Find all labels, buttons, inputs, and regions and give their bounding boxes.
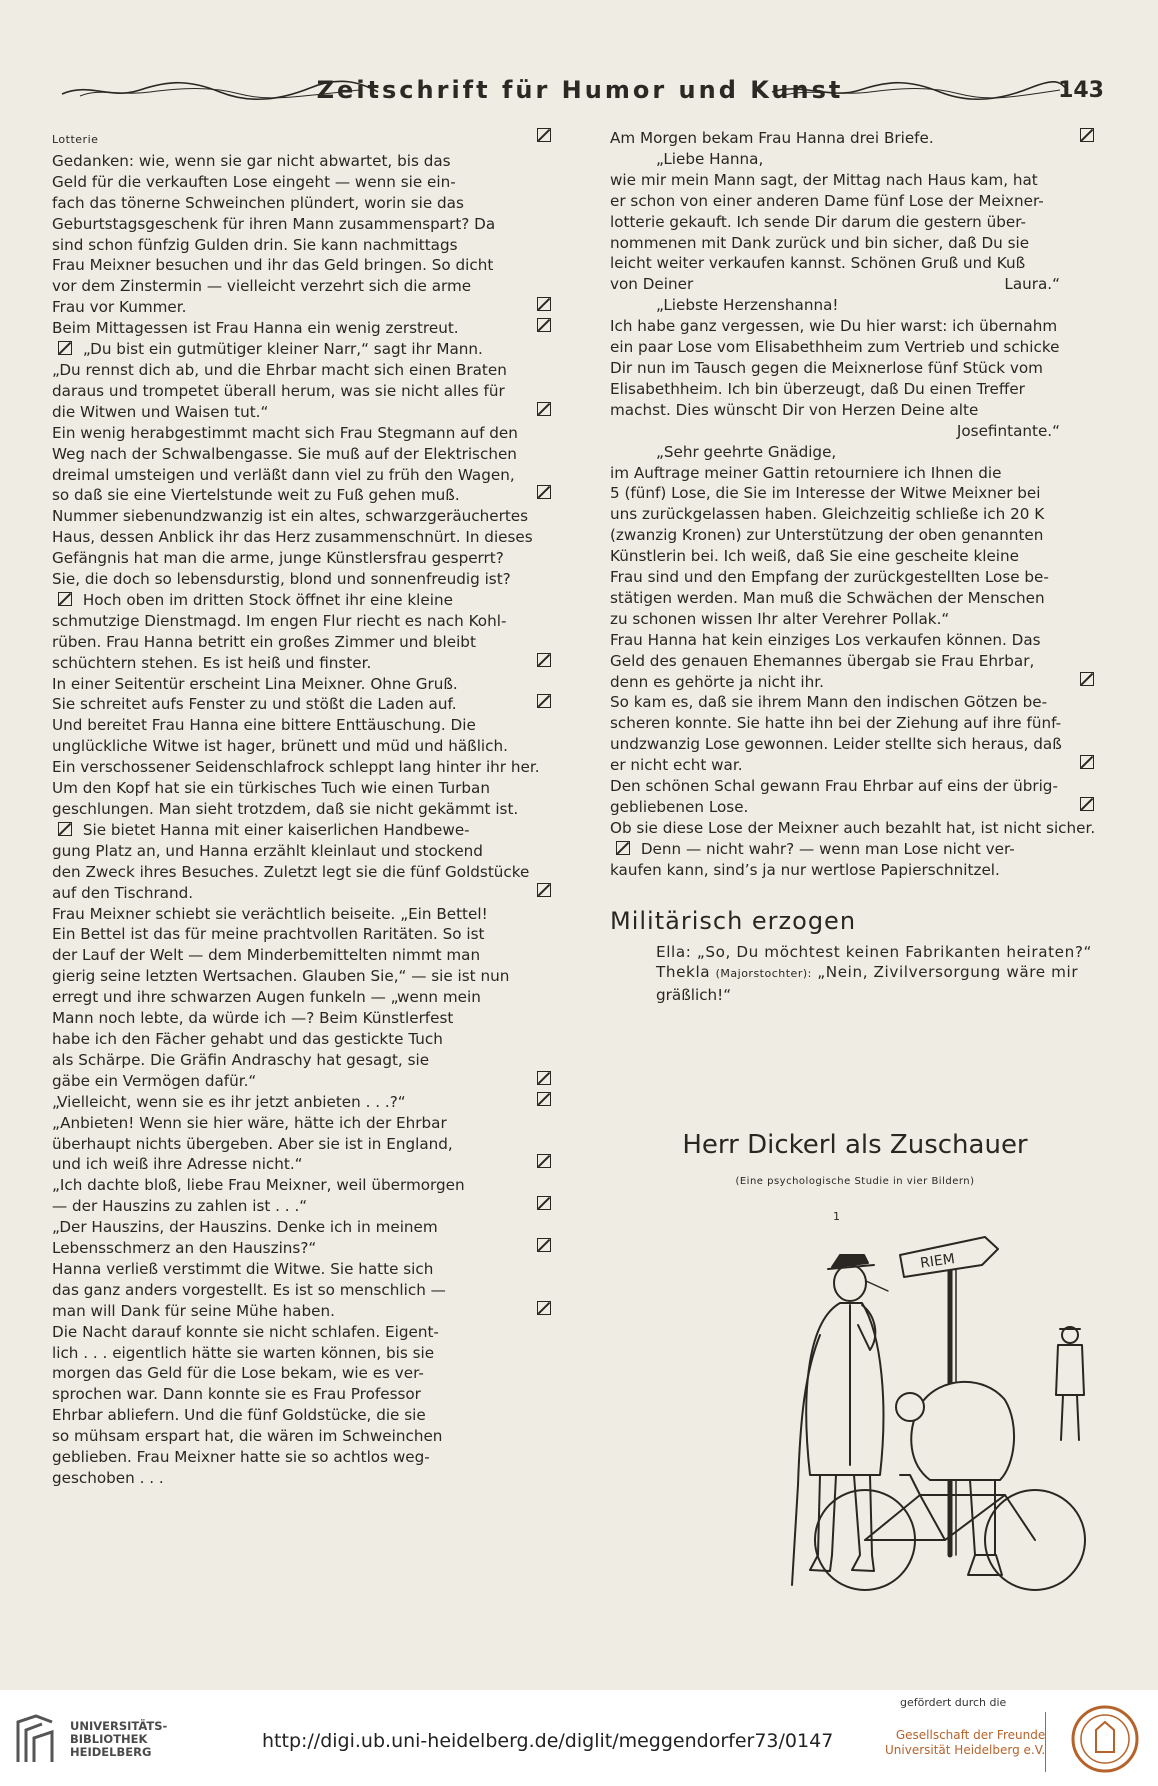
text-line: geblieben. Frau Meixner hatte sie so achtlos weg- <box>52 1448 430 1467</box>
text-line: Beim Mittagessen ist Frau Hanna ein wenig zerstreut. <box>52 319 459 338</box>
text-line: habe ich den Fächer gehabt und das gestickte Tuch <box>52 1029 443 1048</box>
text-line: In einer Seitentür erscheint Lina Meixner. Ohne Gruß. <box>52 674 458 693</box>
text-line: ein paar Lose vom Elisabethheim zum Vertrieb und schicke <box>610 338 1060 357</box>
text-line: Frau Meixner schiebt sie verächtlich beiseite. „Ein Bettel! <box>52 904 488 923</box>
text-line: Sie, die doch so lebensdurstig, blond und sonnenfreudig ist? <box>52 570 511 589</box>
text-line: Ob sie diese Lose der Meixner auch bezahlt hat, ist nicht sicher. <box>610 818 1096 837</box>
text-line: „Der Hauszins, der Hauszins. Denke ich in meinem <box>52 1218 438 1237</box>
text-line: Frau vor Kummer. <box>52 298 187 317</box>
right-ornament-icon <box>770 78 1070 102</box>
dialogue-line: „Nein, Zivilversorgung wäre mir <box>817 963 1079 982</box>
dialogue-line: gräßlich!“ <box>656 986 732 1005</box>
text-line: zu schonen wissen Ihr alter Verehrer Pollak.“ <box>610 609 950 628</box>
section-mark-icon <box>537 1196 551 1210</box>
divider <box>1045 1712 1046 1772</box>
section-mark-icon <box>58 592 72 606</box>
text-line: erregt und ihre schwarzen Augen funkeln — „wenn mein <box>52 988 481 1007</box>
speaker-name: Thekla <box>656 963 711 982</box>
text-line: Denn — nicht wahr? — wenn man Lose nicht ver- <box>640 839 1015 858</box>
text-line: Ehrbar abliefern. Und die fünf Goldstücke, die sie <box>52 1406 426 1425</box>
text-line: wie mir mein Mann sagt, der Mittag nach Haus kam, hat <box>610 170 1038 189</box>
text-line: gung Platz an, und Hanna erzählt kleinlaut und stockend <box>52 841 483 860</box>
text-line: Hoch oben im dritten Stock öffnet ihr eine kleine <box>82 590 453 609</box>
text-line: Mann noch lebte, da würde ich —? Beim Künstlerfest <box>52 1009 454 1028</box>
text-line: Sie bietet Hanna mit einer kaiserlichen Handbewe- <box>82 820 470 839</box>
section-mark-icon <box>616 841 630 855</box>
section-mark-icon <box>537 402 551 416</box>
text-line: leicht weiter verkaufen kannst. Schönen Gruß und Kuß <box>610 254 1026 273</box>
text-line: er schon von einer anderen Dame fünf Lose der Meixner- <box>610 191 1044 210</box>
text-line: Lebensschmerz an den Hauszins?“ <box>52 1239 317 1258</box>
library-line: HEIDELBERG <box>70 1745 152 1759</box>
text-line: von Deiner <box>610 275 694 294</box>
sponsor-label: gefördert durch die <box>900 1696 1007 1709</box>
section-mark-icon <box>537 1238 551 1252</box>
section-mark-icon <box>537 297 551 311</box>
dialogue-line: „So, Du möchtest keinen Fabrikanten heiraten?“ <box>696 942 1092 961</box>
text-line: morgen das Geld für die Lose bekam, wie es ver- <box>52 1364 424 1383</box>
text-line: „Liebe Hanna, <box>656 149 764 168</box>
section-title: Militärisch erzogen <box>610 906 857 935</box>
text-line: Weg nach der Schwalbengasse. Sie muß auf der Elektrischen <box>52 444 517 463</box>
text-line: Josefintante.“ <box>956 421 1060 440</box>
text-line: Künstlerin bei. Ich weiß, daß Sie eine gescheite kleine <box>610 547 1019 566</box>
sponsor-name <box>885 1728 1045 1758</box>
text-line: „Sehr geehrte Gnädige, <box>656 442 837 461</box>
text-line: machst. Dies wünscht Dir von Herzen Deine alte <box>610 400 979 419</box>
text-line: im Auftrage meiner Gattin retourniere ich Ihnen die <box>610 463 1002 482</box>
text-line: Ein wenig herabgestimmt macht sich Frau Stegmann auf den <box>52 423 518 442</box>
library-line: BIBLIOTHEK <box>70 1732 148 1746</box>
university-seal-icon <box>1070 1704 1140 1774</box>
cartoon-illustration <box>770 1225 1110 1625</box>
section-mark-icon <box>537 883 551 897</box>
section-mark-icon <box>1080 797 1094 811</box>
text-line: Hanna verließ verstimmt die Witwe. Sie hatte sich <box>52 1259 434 1278</box>
text-line: Frau Hanna hat kein einziges Los verkaufen können. Das <box>610 630 1041 649</box>
text-line: als Schärpe. Die Gräfin Andraschy hat gesagt, sie <box>52 1050 430 1069</box>
text-line: scheren konnte. Sie hatte ihn bei der Ziehung auf ihre fünf- <box>610 714 1062 733</box>
text-line: „Vielleicht, wenn sie es ihr jetzt anbieten . . .?“ <box>52 1092 406 1111</box>
text-line: Sie schreitet aufs Fenster zu und stößt die Laden auf. <box>52 695 457 714</box>
library-name <box>70 1720 167 1759</box>
speaker-note: (Majorstochter): <box>715 967 812 981</box>
text-line: gierig seine letzten Wertsachen. Glauben Sie,“ — sie ist nun <box>52 967 510 986</box>
text-line: Am Morgen bekam Frau Hanna drei Briefe. <box>610 129 934 147</box>
text-line: schüchtern stehen. Es ist heiß und finster. <box>52 653 372 672</box>
journal-title: Zeitschrift für Humor und Kunst <box>316 76 844 104</box>
text-line: — der Hauszins zu zahlen ist . . .“ <box>52 1197 308 1216</box>
text-line: geschlungen. Man sieht trotzdem, daß sie nicht gekämmt ist. <box>52 800 519 818</box>
text-line: so daß sie eine Viertelstunde weit zu Fuß gehen muß. <box>52 486 460 505</box>
text-line: daraus und trompetet überall herum, was sie nicht alles für <box>52 381 505 400</box>
text-line: überhaupt nichts übergeben. Aber sie ist in England, <box>52 1134 453 1153</box>
section-mark-icon <box>58 341 72 355</box>
section-mark-icon <box>1080 755 1094 769</box>
text-line: „Du bist ein gutmütiger kleiner Narr,“ sagt ihr Mann. <box>82 340 483 359</box>
text-line: „Ich dachte bloß, liebe Frau Meixner, weil übermorgen <box>52 1176 465 1195</box>
section-mark-icon <box>537 653 551 667</box>
text-line: Geburtstagsgeschenk für ihren Mann zusammenspart? Da <box>52 214 496 233</box>
text-line: Gedanken: wie, wenn sie gar nicht abwartet, bis das <box>52 151 451 170</box>
text-line: So kam es, daß sie ihrem Mann den indischen Götzen be- <box>610 693 1048 712</box>
feature-title: Herr Dickerl als Zuschauer <box>682 1130 1028 1160</box>
signpost-label: RIEM <box>919 1251 956 1272</box>
text-line: gebliebenen Lose. <box>610 798 749 816</box>
running-header <box>40 70 1120 110</box>
text-line: dreimal umsteigen und verläßt dann viel zu früh den Wagen, <box>52 465 515 484</box>
text-line: sprochen war. Dann konnte sie es Frau Professor <box>52 1385 421 1404</box>
section-mark-icon <box>1080 672 1094 686</box>
section-mark-icon <box>537 485 551 499</box>
page-number: 143 <box>1058 78 1104 103</box>
text-line: Elisabethheim. Ich bin überzeugt, daß Du einen Treffer <box>610 379 1025 398</box>
text-line: lich . . . eigentlich hätte sie warten können, bis sie <box>52 1343 435 1362</box>
section-mark-icon <box>537 1092 551 1106</box>
picture-number: 1 <box>833 1210 840 1223</box>
text-line: Ein verschossener Seidenschlafrock schleppt lang hinter ihr her. <box>52 758 540 777</box>
text-line: Den schönen Schal gewann Frau Ehrbar auf eins der übrig- <box>610 777 1058 796</box>
text-line: der Lauf der Welt — dem Minderbemittelten nimmt man <box>52 946 481 965</box>
text-line: „Anbieten! Wenn sie hier wäre, hätte ich der Ehrbar <box>52 1113 447 1132</box>
text-line: kaufen kann, sind’s ja nur wertlose Papierschnitzel. <box>610 860 1000 879</box>
text-line: gäbe ein Vermögen dafür.“ <box>52 1071 257 1090</box>
text-line: Die Nacht darauf konnte sie nicht schlafen. Eigent- <box>52 1322 439 1341</box>
text-line: denn es gehörte ja nicht ihr. <box>610 672 824 691</box>
text-line: Frau Meixner besuchen und ihr das Geld bringen. So dicht <box>52 256 494 275</box>
text-line: Laura.“ <box>1004 275 1060 294</box>
text-line: er nicht echt war. <box>610 756 743 775</box>
text-line: das ganz anders vorgestellt. Es ist so menschlich — <box>52 1280 446 1299</box>
left-column <box>52 128 557 1489</box>
text-line: Und bereitet Frau Hanna eine bittere Enttäuschung. Die <box>52 716 476 735</box>
text-line: Geld des genauen Ehemannes übergab sie Frau Ehrbar, <box>610 651 1035 670</box>
text-line: (zwanzig Kronen) zur Unterstützung der oben genannten <box>610 526 1044 545</box>
text-line: fach das tönerne Schweinchen plündert, worin sie das <box>52 193 464 212</box>
text-line: den Zweck ihres Besuches. Zuletzt legt sie die fünf Goldstücke <box>52 862 530 881</box>
text-line: uns zurückgelassen haben. Gleichzeitig schließe ich 20 K <box>610 505 1045 524</box>
sponsor-line: Gesellschaft der Freunde <box>895 1728 1046 1742</box>
section-mark-icon <box>537 128 551 142</box>
text-line: sind schon fünfzig Gulden drin. Sie kann nachmittags <box>52 235 458 254</box>
text-line: „Liebste Herzenshanna! <box>656 296 839 315</box>
text-line: lotterie gekauft. Ich sende Dir darum die gestern über- <box>610 212 1026 231</box>
section-mark-icon <box>537 1071 551 1085</box>
text-line: die Witwen und Waisen tut.“ <box>52 402 269 421</box>
text-line: Nummer siebenundzwanzig ist ein altes, schwarzgeräuchertes <box>52 507 529 526</box>
feature-subtitle: (Eine psychologische Studie in vier Bildern) <box>735 1176 975 1187</box>
library-logo-icon <box>12 1712 58 1766</box>
text-line: Ich habe ganz vergessen, wie Du hier warst: ich übernahm <box>610 317 1058 336</box>
section-mark-icon <box>537 1154 551 1168</box>
sponsor-line: Universität Heidelberg e.V. <box>885 1743 1046 1757</box>
library-line: UNIVERSITÄTS- <box>70 1719 168 1733</box>
section-mark-icon <box>1080 128 1094 142</box>
text-line: auf den Tischrand. <box>52 883 194 902</box>
section-mark-icon <box>537 318 551 332</box>
text-line: Ein Bettel ist das für meine prachtvollen Raritäten. So ist <box>52 925 485 944</box>
speaker-name: Ella: <box>656 942 692 961</box>
source-url[interactable]: http://digi.ub.uni-heidelberg.de/diglit/meggendorfer73/0147 <box>262 1730 834 1752</box>
text-line: Geld für die verkauften Lose eingeht — wenn sie ein- <box>52 172 456 191</box>
text-line: und ich weiß ihre Adresse nicht.“ <box>52 1155 303 1174</box>
text-line: Haus, dessen Anblick ihr das Herz zusammenschnürt. In dieses <box>52 528 533 547</box>
text-line: so mühsam erspart hat, die wären im Schweinchen <box>52 1427 443 1446</box>
text-line: Um den Kopf hat sie ein türkisches Tuch wie einen Turban <box>52 779 490 798</box>
section-label: Lotterie <box>52 133 99 146</box>
right-column <box>610 128 1100 1006</box>
section-mark-icon <box>537 694 551 708</box>
text-line: rüben. Frau Hanna betritt ein großes Zimmer und bleibt <box>52 632 476 651</box>
text-line: Dir nun im Tausch gegen die Meixnerlose fünf Stück vom <box>610 358 1043 377</box>
text-line: Gefängnis hat man die arme, junge Künstlersfrau gesperrt? <box>52 549 504 568</box>
text-line: vor dem Zinstermin — vielleicht verzehrt sich die arme <box>52 277 472 296</box>
text-line: geschoben . . . <box>52 1469 164 1487</box>
text-line: nommenen mit Dank zurück und bin sicher, daß Du sie <box>610 233 1030 252</box>
text-line: man will Dank für seine Mühe haben. <box>52 1301 335 1320</box>
text-line: undzwanzig Lose gewonnen. Leider stellte sich heraus, daß <box>610 735 1062 754</box>
text-line: schmutzige Dienstmagd. Im engen Flur riecht es nach Kohl- <box>52 611 507 630</box>
text-line: „Du rennst dich ab, und die Ehrbar macht sich einen Braten <box>52 360 507 379</box>
section-mark-icon <box>537 1301 551 1315</box>
text-line: 5 (fünf) Lose, die Sie im Interesse der Witwe Meixner bei <box>610 484 1041 503</box>
text-line: stätigen werden. Man muß die Schwächen der Menschen <box>610 588 1045 607</box>
text-line: unglückliche Witwe ist hager, brünett und müd und häßlich. <box>52 737 508 756</box>
text-line: Frau sind und den Empfang der zurückgestellten Lose be- <box>610 568 1049 587</box>
footer-bar <box>0 1690 1158 1786</box>
section-mark-icon <box>58 822 72 836</box>
